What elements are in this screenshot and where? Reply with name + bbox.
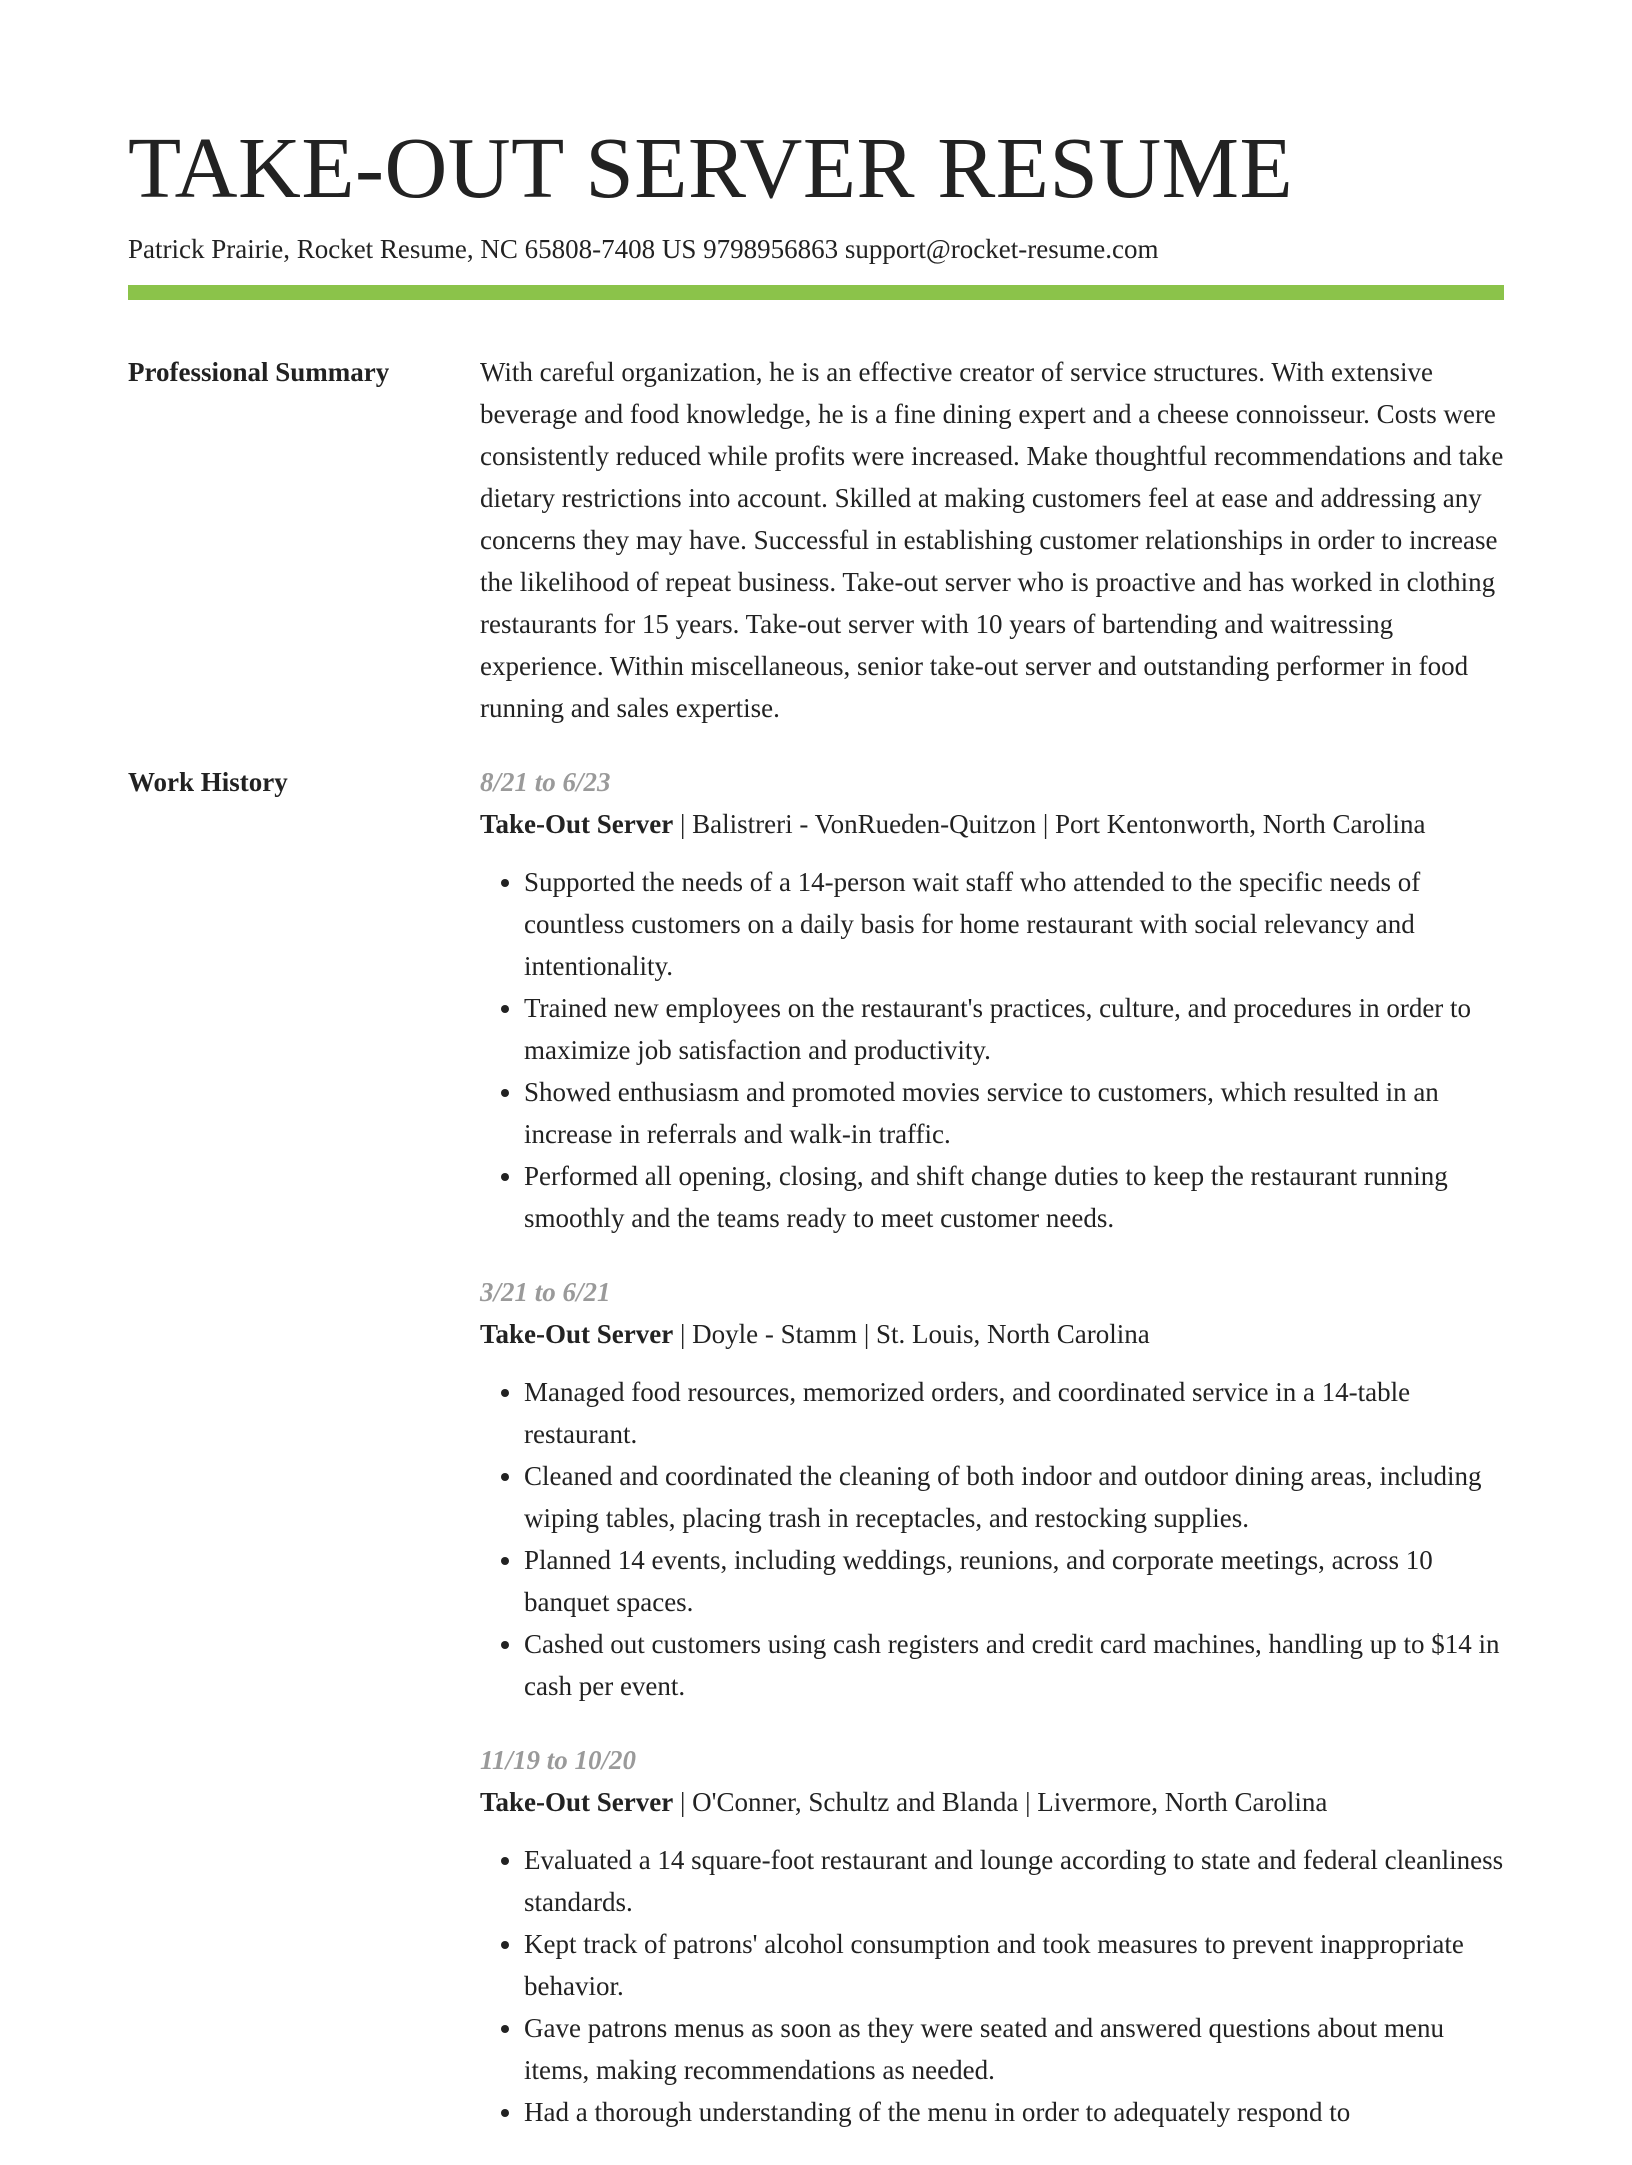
job-bullet: • Performed all opening, closing, and shift change duties to keep the restaurant running smoothly and the teams ready to meet customer needs. xyxy=(524,1155,1506,1239)
job-details: | Doyle - Stamm | St. Louis, North Carolina xyxy=(673,1319,1150,1349)
summary-text: With careful organization, he is an effective creator of service structures. With extensive beverage and food knowledge, he is a fine dining expert and a cheese connoisseur. Costs were consistently reduced while profits were increased. Make thoughtful recommendations and take dietary restrictions into account. Skilled at making customers feel at ease and addressing any concerns they may have. Successful in establishing customer relationships in order to increase the likelihood of repeat business. Take-out server who is proactive and has worked in clothing restaurants for 15 years. Take-out server with 10 years of bartending and waitressing experience. Within miscellaneous, senior take-out server and outstanding performer in food running and sales expertise. xyxy=(480,357,1504,723)
job-title: Take-Out Server xyxy=(480,1787,674,1817)
resume-title: TAKE-OUT SERVER RESUME xyxy=(128,119,1294,216)
job-bullet: • Gave patrons menus as soon as they were seated and answered questions about menu items, making recommendations as needed. xyxy=(524,2007,1506,2091)
job-dates: 11/19 to 10/20 xyxy=(480,1745,637,1775)
job-details: | O'Conner, Schultz and Blanda | Livermore, North Carolina xyxy=(673,1787,1328,1817)
job-bullet: • Supported the needs of a 14-person wait staff who attended to the specific needs of countless customers on a daily basis for home restaurant with social relevancy and intentionality. xyxy=(524,861,1506,987)
job-bullet: • Showed enthusiasm and promoted movies service to customers, which resulted in an increase in referrals and walk-in traffic. xyxy=(524,1071,1506,1155)
job-heading xyxy=(480,1781,1506,1823)
job-bullet: • Evaluated a 14 square-foot restaurant and lounge according to state and federal cleanliness standards. xyxy=(524,1839,1506,1923)
job-title: Take-Out Server xyxy=(480,809,674,839)
job-bullet: • Planned 14 events, including weddings, reunions, and corporate meetings, across 10 banquet spaces. xyxy=(524,1539,1506,1623)
job-heading xyxy=(480,1313,1506,1355)
job-bullet: • Cashed out customers using cash registers and credit card machines, handling up to $14 in cash per event. xyxy=(524,1623,1506,1707)
work-history-section xyxy=(480,761,1506,2165)
job-entry xyxy=(480,1739,1506,2133)
job-entry xyxy=(480,1271,1506,1707)
job-heading xyxy=(480,803,1506,845)
job-bullet: • Cleaned and coordinated the cleaning of both indoor and outdoor dining areas, including wiping tables, placing trash in receptacles, and restocking supplies. xyxy=(524,1455,1506,1539)
job-bullets xyxy=(480,1839,1506,2133)
summary-section xyxy=(480,351,1506,729)
job-bullets xyxy=(480,861,1506,1239)
job-bullets xyxy=(480,1371,1506,1707)
contact-line: Patrick Prairie, Rocket Resume, NC 65808-7408 US 9798956863 support@rocket-resume.com xyxy=(128,234,1159,264)
summary-heading: Professional Summary xyxy=(128,357,390,387)
job-dates: 8/21 to 6/23 xyxy=(480,767,611,797)
job-title: Take-Out Server xyxy=(480,1319,674,1349)
header-divider xyxy=(128,285,1504,300)
job-entry xyxy=(480,761,1506,1239)
job-bullet: • Managed food resources, memorized orders, and coordinated service in a 14-table restaurant. xyxy=(524,1371,1506,1455)
work-history-heading: Work History xyxy=(128,767,288,797)
job-bullet: • Trained new employees on the restaurant's practices, culture, and procedures in order to maximize job satisfaction and productivity. xyxy=(524,987,1506,1071)
job-bullet: • Kept track of patrons' alcohol consumption and took measures to prevent inappropriate behavior. xyxy=(524,1923,1506,2007)
job-dates: 3/21 to 6/21 xyxy=(480,1277,611,1307)
job-bullet: • Had a thorough understanding of the menu in order to adequately respond to xyxy=(524,2091,1506,2133)
job-details: | Balistreri - VonRueden-Quitzon | Port Kentonworth, North Carolina xyxy=(673,809,1426,839)
